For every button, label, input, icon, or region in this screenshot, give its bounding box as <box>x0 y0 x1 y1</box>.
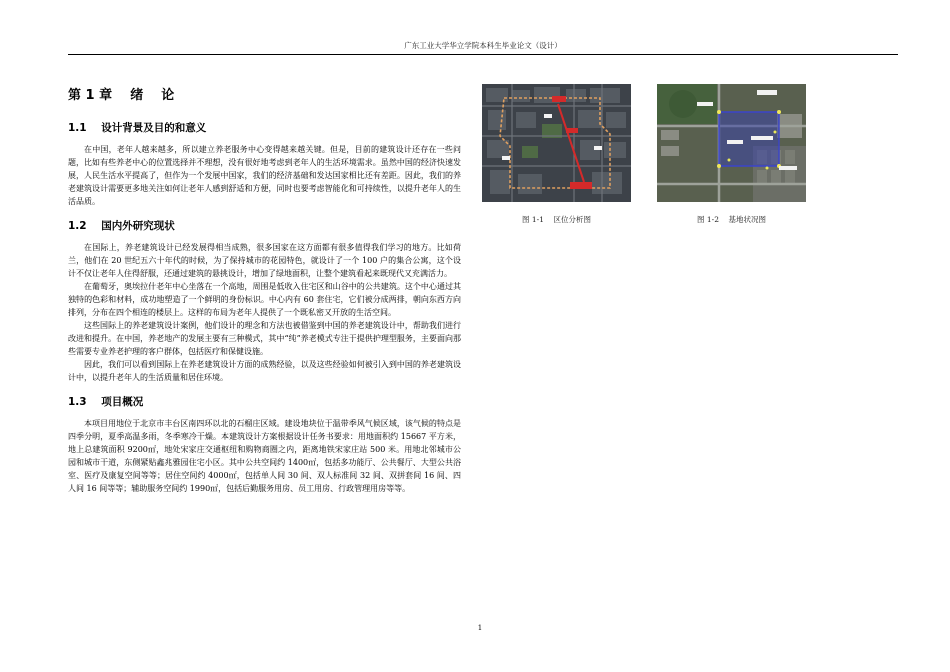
running-header: 广东工业大学华立学院本科生毕业论文（设计） <box>404 41 562 50</box>
header-rule <box>68 54 898 55</box>
section-1-3-title: 1.3 项目概况 <box>68 396 144 408</box>
body-column <box>68 84 461 495</box>
location-analysis-map <box>482 84 631 202</box>
paragraph: 在葡萄牙，奥埃拉什老年中心坐落在一个高地，周围是低收入住宅区和山谷中的公共建筑。这个中心通过其独特的色彩和材料，成功地塑造了一个鲜明的身份标识。中心内有 60 套住宅，它们被分成两排，朝向东西方向排列，分布在四个相连的楼层上。这样的布局为老年人提供了一个既私密又开放的生活空间。 <box>68 282 461 317</box>
chapter-title: 第 1 章 绪 论 <box>68 88 175 103</box>
site-map-graphic <box>657 84 806 202</box>
figure-1-2-caption: 图 1-2 基地状况图 <box>697 215 766 224</box>
page-number: 1 <box>477 624 483 632</box>
paragraph: 这些国际上的养老建筑设计案例，他们设计的理念和方法也被借鉴到中国的养老建筑设计中，帮助我们进行改进和提升。在中国，养老地产的发展主要有三种模式，其中“纯”养老模式专注于提供护理型服务，主要面向那些需要专业养老护理的客户群体，包括医疗和保健设施。 <box>68 321 461 356</box>
site-condition-map <box>657 84 806 202</box>
paragraph: 因此，我们可以看到国际上在养老建筑设计方面的成熟经验，以及这些经验如何被引入到中国的养老建筑设计中，以提升老年人的生活质量和居住环境。 <box>68 360 461 382</box>
location-map-graphic <box>482 84 631 202</box>
paragraph: 在中国，老年人越来越多，所以建立养老服务中心变得越来越关键。但是，目前的建筑设计还存在一些问题，比如有些养老中心的位置选择并不理想，没有很好地考虑到老年人的生活环境需求。虽然中国的经济快速发展，人民生活水平提高了，但作为一个发展中国家，我们的经济基础和发达国家相比还有差距。因此，我们的养老建筑设计需要更多地关注如何让老年人感到舒适和方便，同时也要考虑智能化和可持续性，以提升老年人的生活品质。 <box>68 145 461 206</box>
section-1-1-title: 1.1 设计背景及目的和意义 <box>68 122 207 134</box>
paragraph: 本项目用地位于北京市丰台区南四环以北的石榴庄区域。建设地块位于温带季风气候区域，该气候的特点是四季分明，夏季高温多雨，冬季寒冷干燥。本建筑设计方案根据设计任务书要求：用地面积约 15667 平方米，地上总建筑面积 9200㎡，地处宋家庄交通枢纽和购物商圈之内，距离地铁宋家庄站 500 米。用地北邻城市公园和城市干道，东侧紧贴鑫兆雅园住宅小区。其中公共空间约 1400㎡，包括多功能厅、公共餐厅、大型公共浴室、医疗及康复空间等等；居住空间约 4000㎡，包括单人间 30 间、双人标准间 32 间、双拼套间 16 间、四人间 16 间等等；辅助服务空间约 1990㎡，包括后勤服务用房、员工用房、行政管理用房等等。 <box>68 419 461 493</box>
paragraph: 在国际上，养老建筑设计已经发展得相当成熟，很多国家在这方面都有很多值得我们学习的地方。比如荷兰，他们在 20 世纪五六十年代的时候，为了保持城市的花园特色，就设计了一个 100 户的集合公寓，这个设计不仅让老年人住得舒服，还通过建筑的悬挑设计，增加了绿地面积，让整个建筑看起来既现代又充满活力。 <box>68 243 461 278</box>
figure-1-1-caption: 图 1-1 区位分析图 <box>522 215 591 224</box>
section-1-2-title: 1.2 国内外研究现状 <box>68 220 175 232</box>
